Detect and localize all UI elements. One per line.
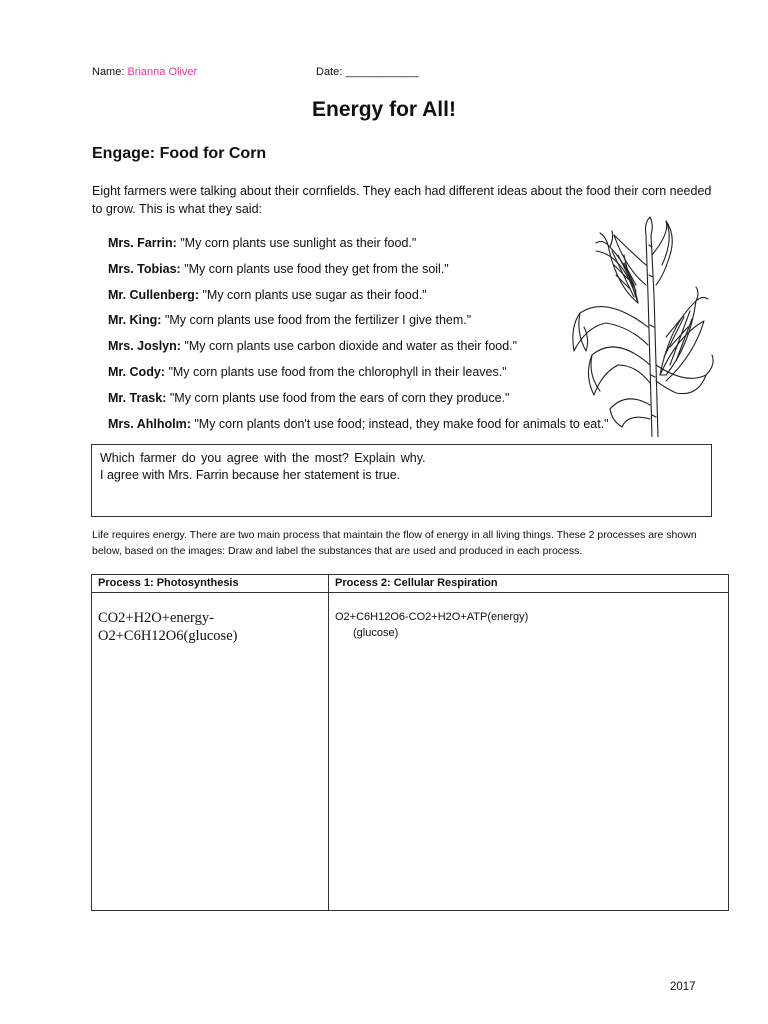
quote-farrin: Mrs. Farrin: "My corn plants use sunlight as their food." [108, 236, 417, 250]
table-column-divider [328, 575, 329, 910]
answer-text[interactable]: I agree with Mrs. Farrin because her statement is true. [100, 468, 401, 482]
quote-cody: Mr. Cody: "My corn plants use food from the chlorophyll in their leaves." [108, 365, 507, 379]
quote-king: Mr. King: "My corn plants use food from the fertilizer I give them." [108, 313, 472, 327]
quote-cullenberg: Mr. Cullenberg: "My corn plants use sugar as their food." [108, 288, 427, 302]
footer-year: 2017 [670, 981, 696, 993]
date-field: Date: ____________ [316, 66, 419, 78]
header-cellular-respiration: Process 2: Cellular Respiration [335, 577, 498, 589]
name-label: Name: [92, 66, 125, 78]
photosynthesis-cell[interactable] [98, 609, 237, 645]
photosynthesis-line-2: O2+C6H12O6(glucose) [98, 628, 238, 644]
quote-trask: Mr. Trask: "My corn plants use food from the ears of corn they produce." [108, 391, 510, 405]
corn-plant-illustration [566, 215, 716, 437]
respiration-line-2: (glucose) [353, 627, 399, 639]
photosynthesis-line-1: CO2+H2O+energy- [98, 610, 214, 626]
respiration-cell[interactable] [335, 609, 528, 641]
respiration-line-1: O2+C6H12O6-CO2+H2O+ATP(energy) [335, 611, 529, 623]
page-title: Energy for All! [312, 98, 456, 121]
engage-heading: Engage: Food for Corn [92, 145, 267, 162]
quote-joslyn: Mrs. Joslyn: "My corn plants use carbon dioxide and water as their food." [108, 339, 518, 353]
process-table [91, 574, 729, 911]
question-text: Which farmer do you agree with the most? Explain why. [100, 451, 426, 465]
header-photosynthesis: Process 1: Photosynthesis [98, 577, 239, 589]
quote-tobias: Mrs. Tobias: "My corn plants use food they get from the soil." [108, 262, 449, 276]
name-value: Brianna Oliver [127, 66, 198, 78]
intro-paragraph: Eight farmers were talking about their cornfields. They each had different ideas about the food their corn needed to grow. This is what they said: [92, 184, 712, 216]
name-field [92, 66, 197, 78]
table-header-divider [92, 592, 728, 593]
life-energy-paragraph: Life requires energy. There are two main process that maintain the flow of energy in all living things. These 2 processes are shown below, based on the images: Draw and label the substances that are used and produced in each process. [92, 529, 697, 557]
quote-ahlholm: Mrs. Ahlholm: "My corn plants don't use food; instead, they make food for animals to eat." [108, 417, 609, 431]
answer-box[interactable] [91, 444, 712, 517]
